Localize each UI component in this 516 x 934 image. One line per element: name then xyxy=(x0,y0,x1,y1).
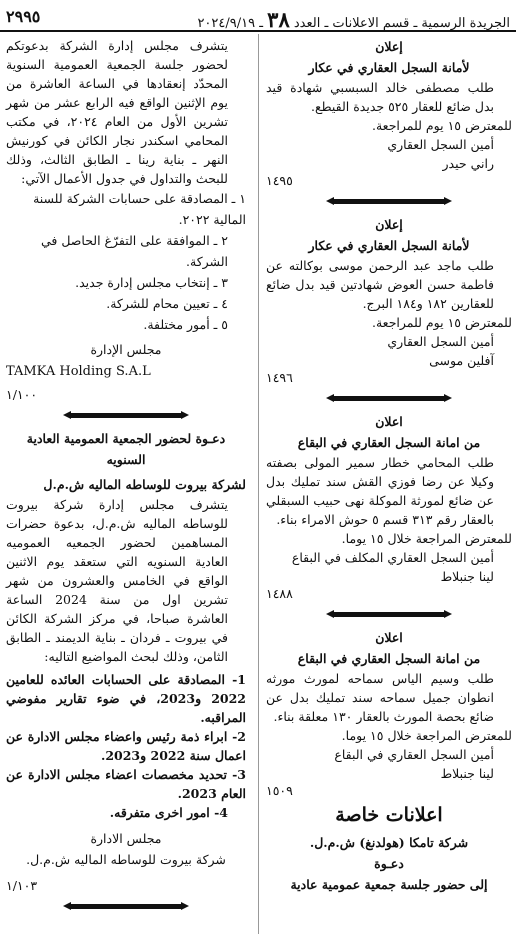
header-title xyxy=(197,7,510,32)
header-issue-number: ٣٨ xyxy=(267,7,290,32)
column-divider xyxy=(258,34,259,934)
notice-number: ١٤٩٦ xyxy=(266,370,293,385)
notice-1488 xyxy=(266,411,512,601)
notice-office: من امانة السجل العقاري في البقاع xyxy=(297,435,481,450)
header-date: ـ ٢٠٢٤/٩/١٩ xyxy=(197,16,264,31)
agenda-item: 1- المصادقة على الحسابات العائده للعامين 2022 و2023، في ضوء تقارير مفوضي المراقبه. xyxy=(6,672,247,725)
separator xyxy=(266,194,512,208)
tamka-invitation xyxy=(6,36,246,402)
agenda-item: ١ ـ المصادقة على حسابات الشركة للسنة المالية ٢٠٢٢. xyxy=(33,191,246,227)
notice-signer-title: أمين السجل العقاري xyxy=(387,137,494,152)
notice-objection: للمعترض ١٥ يوم للمراجعة. xyxy=(371,315,512,330)
notice-1495 xyxy=(266,36,512,188)
notice-signer-name: لينا جنبلاط xyxy=(440,569,494,584)
separator xyxy=(6,899,246,913)
notice-body: طلب المحامي خطار سمير المولى بصفته وكيلا عن رضا فوزي القش سند تمليك بدل عن ضائع لمورثة الموكلة نهى حبيب السبقلي بالعقار رقم ٣١٣ قسم ٥ حوش الامراء بناء. xyxy=(266,455,494,527)
notice-body: طلب وسيم الياس سماحه لمورث مورثه انطوان جميل سماحه سند تمليك بدل عن ضائع بحصة المورث بالعقار ١٣٠ معلقة بناء. xyxy=(266,671,494,724)
signer-name: TAMKA Holding S.A.L xyxy=(6,364,151,379)
header-title-prefix: الجريدة الرسمية ـ قسم الاعلانات ـ العدد xyxy=(293,16,510,31)
agenda-item: ٥ ـ أمور مختلفة. xyxy=(143,317,228,332)
invitation-intro: يتشرف مجلس إدارة شركة بيروت للوساطه الماليه ش.م.ل، بدعوة حضرات المساهمين لحضور الجمعيه العموميه العادية السنويه التي ستعقد يوم الاثنين الواقع في الخامس والعشرون من شهر تشرين اول من سنة 2024 الساعة العاشرة صباحا، في مركز الشركة الكائن في بيروت ـ فردان ـ بناية الديمند ـ الطابق الثامن، وذلك لبحث المواضيع التاليه: xyxy=(6,497,228,664)
notice-objection: للمعترض المراجعة خلال ١٥ يوما. xyxy=(341,728,512,743)
invitation-intro: يتشرف مجلس إدارة الشركة بدعوتكم لحضور جلسة الجمعية العمومية السنوية المحدّد إنعقادها في الساعة العاشرة من يوم الإثنين الواقع فيه الرابع عشر من شهر تشرين الأول من العام ٢٠٢٤، في مكتب المحامي اسكندر نجار الكائن في كورنيش النهر ـ بناية رينا ـ الطابق الثالث، وذلك للبحث والتداول في جدول الأعمال الآتي: xyxy=(6,38,228,186)
special-notices-title: اعلانات خاصة xyxy=(335,804,443,826)
notice-body: طلب مصطفى خالد السبسبي شهادة قيد بدل ضائع للعقار ٥٢٥ جديدة القيطع. xyxy=(266,80,494,114)
notice-heading: إعلان xyxy=(375,217,403,232)
invitation-subject: إلى حضور جلسة جمعية عمومية عادية xyxy=(290,877,488,892)
agenda-item: 3- تحديد مخصصات اعضاء مجلس الادارة عن العام 2023. xyxy=(6,767,246,801)
notice-signer-title: أمين السجل العقاري المكلف في البقاع xyxy=(291,550,494,565)
notice-office: لأمانة السجل العقاري في عكار xyxy=(308,60,470,75)
notice-number: ١٥٠٩ xyxy=(266,783,293,798)
notice-signer-name: لينا جنبلاط xyxy=(440,766,494,781)
notice-signer-name: راني حيدر xyxy=(442,156,494,171)
notice-number: ١٤٩٥ xyxy=(266,173,293,188)
notice-heading: إعلان xyxy=(375,39,403,54)
agenda-item: 2- ابراء ذمة رئيس واعضاء مجلس الادارة عن اعمال سنة 2022 و2023. xyxy=(6,729,246,763)
signer-title: مجلس الإدارة xyxy=(90,342,162,357)
invitation-title: دعـوة لحضور الجمعية العمومية العادية السنويه xyxy=(26,431,226,467)
agenda-item: ٤ ـ تعيين محام للشركة. xyxy=(106,296,228,311)
signer-name: شركة بيروت للوساطه الماليه ش.م.ل. xyxy=(26,852,226,867)
page-header xyxy=(0,0,516,32)
notice-number: ١٤٨٨ xyxy=(266,586,293,601)
separator xyxy=(266,607,512,621)
company-name: لشركة بيروت للوساطه الماليه ش.م.ل xyxy=(43,477,246,492)
notice-body: طلب ماجد عبد الرحمن موسى بوكالته عن فاطمة حسن العوض شهادتين قيد بدل ضائع للعقارين ١٨٢ و١٨٤ البرج. xyxy=(266,258,494,311)
notice-number: ١/١٠٣ xyxy=(6,878,38,893)
separator xyxy=(6,408,246,422)
special-notices xyxy=(266,804,512,895)
notice-1509 xyxy=(266,627,512,798)
signer-title: مجلس الادارة xyxy=(90,831,162,846)
right-column xyxy=(266,36,512,895)
notice-office: من امانة السجل العقاري في البقاع xyxy=(297,651,481,666)
agenda-item: 4- امور اخرى متفرقه. xyxy=(109,805,228,820)
notice-signer-name: آفلين موسى xyxy=(429,353,494,368)
notice-1496 xyxy=(266,214,512,385)
company-name: شركة تامكا (هولدنغ) ش.م.ل. xyxy=(309,835,469,850)
invitation-label: دعـوة xyxy=(374,856,404,871)
notice-signer-title: أمين السجل العقاري xyxy=(387,334,494,349)
agenda-item: ٣ ـ إنتخاب مجلس إدارة جديد. xyxy=(75,275,228,290)
notice-heading: اعلان xyxy=(375,414,403,429)
notice-heading: اعلان xyxy=(375,630,403,645)
notice-signer-title: أمين السجل العقاري في البقاع xyxy=(334,747,494,762)
separator xyxy=(266,391,512,405)
notice-objection: للمعترض ١٥ يوم للمراجعة. xyxy=(371,118,512,133)
left-column xyxy=(6,36,246,919)
beirut-invitation xyxy=(6,428,246,893)
notice-office: لأمانة السجل العقاري في عكار xyxy=(308,238,470,253)
notice-objection: للمعترض المراجعة خلال ١٥ يوما. xyxy=(341,531,512,546)
page-number: ٢٩٩٥ xyxy=(6,7,41,26)
notice-number: ١/١٠٠ xyxy=(6,387,38,402)
agenda-item: ٢ ـ الموافقة على التفرّغ الحاصل في الشركة. xyxy=(40,233,228,269)
